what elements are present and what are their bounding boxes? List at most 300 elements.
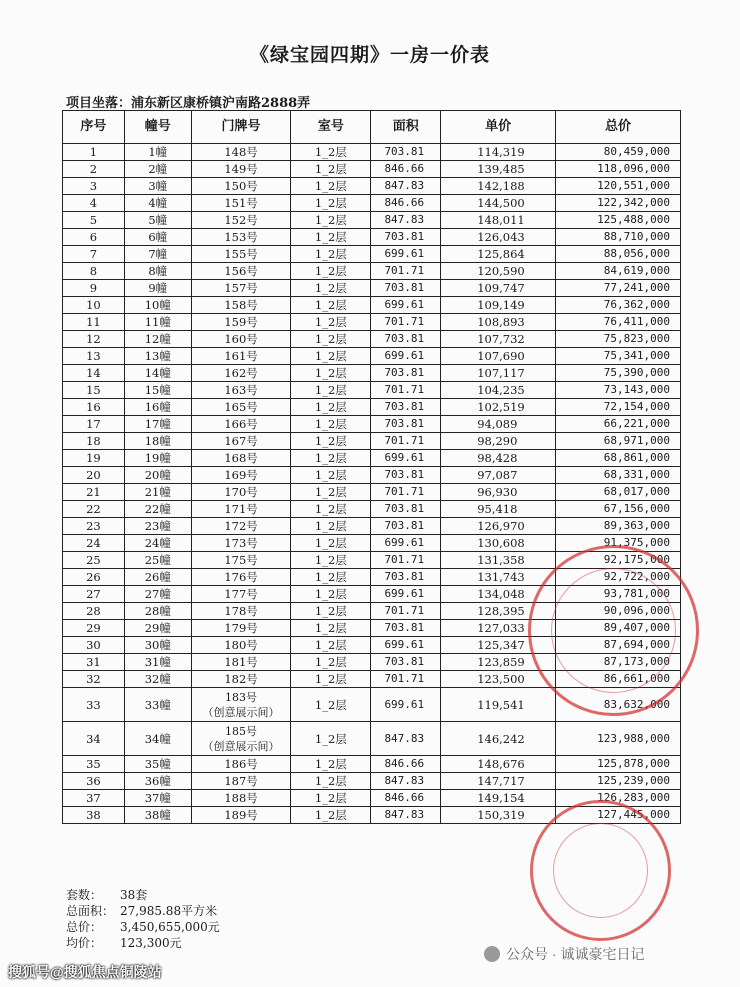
table-row bbox=[63, 246, 681, 263]
cell-building: 10幢 bbox=[124, 297, 191, 314]
cell-room: 1_2层 bbox=[291, 246, 371, 263]
cell-door-number: 155号 bbox=[191, 246, 291, 263]
cell-total-price: 76,411,000 bbox=[556, 314, 681, 331]
cell-room: 1_2层 bbox=[291, 297, 371, 314]
cell-building: 23幢 bbox=[124, 518, 191, 535]
cell-room: 1_2层 bbox=[291, 671, 371, 688]
cell-building: 3幢 bbox=[124, 178, 191, 195]
cell-area: 699.61 bbox=[371, 450, 441, 467]
cell-unit-price: 131,358 bbox=[441, 552, 556, 569]
cell-unit-price: 109,747 bbox=[441, 280, 556, 297]
cell-room: 1_2层 bbox=[291, 569, 371, 586]
cell-door-number bbox=[191, 688, 291, 722]
project-location: 项目坐落：浦东新区康桥镇沪南路2888弄 bbox=[66, 96, 311, 111]
cell-total-price: 84,619,000 bbox=[556, 263, 681, 280]
cell-room: 1_2层 bbox=[291, 450, 371, 467]
cell-building: 9幢 bbox=[124, 280, 191, 297]
cell-total-price: 75,341,000 bbox=[556, 348, 681, 365]
table-row bbox=[63, 450, 681, 467]
cell-unit-price: 123,500 bbox=[441, 671, 556, 688]
door-note: （创意展示间） bbox=[202, 705, 280, 719]
cell-area: 847.83 bbox=[371, 807, 441, 824]
cell-room: 1_2层 bbox=[291, 518, 371, 535]
cell-door-number: 159号 bbox=[191, 314, 291, 331]
cell-door-number: 171号 bbox=[191, 501, 291, 518]
cell-door-number: 182号 bbox=[191, 671, 291, 688]
cell-room: 1_2层 bbox=[291, 314, 371, 331]
cell-index: 2 bbox=[63, 161, 125, 178]
table-row bbox=[63, 467, 681, 484]
cell-area: 699.61 bbox=[371, 297, 441, 314]
cell-area: 703.81 bbox=[371, 416, 441, 433]
cell-total-price: 83,632,000 bbox=[556, 688, 681, 722]
cell-door-number: 189号 bbox=[191, 807, 291, 824]
cell-area: 703.81 bbox=[371, 229, 441, 246]
cell-index: 17 bbox=[63, 416, 125, 433]
cell-total-price: 126,283,000 bbox=[556, 790, 681, 807]
summary-total: 总价： 3,450,655,000元 bbox=[66, 920, 220, 934]
cell-total-price: 67,156,000 bbox=[556, 501, 681, 518]
document-title: 《绿宝园四期》一房一价表 bbox=[249, 44, 490, 66]
cell-total-price: 76,362,000 bbox=[556, 297, 681, 314]
cell-room: 1_2层 bbox=[291, 637, 371, 654]
cell-index: 24 bbox=[63, 535, 125, 552]
cell-index: 30 bbox=[63, 637, 125, 654]
cell-room: 1_2层 bbox=[291, 535, 371, 552]
cell-door-number: 152号 bbox=[191, 212, 291, 229]
cell-total-price: 72,154,000 bbox=[556, 399, 681, 416]
cell-total-price: 125,878,000 bbox=[556, 756, 681, 773]
cell-unit-price: 128,395 bbox=[441, 603, 556, 620]
cell-room: 1_2层 bbox=[291, 178, 371, 195]
cell-unit-price: 130,608 bbox=[441, 535, 556, 552]
cell-total-price: 66,221,000 bbox=[556, 416, 681, 433]
cell-area: 846.66 bbox=[371, 790, 441, 807]
cell-area: 703.81 bbox=[371, 365, 441, 382]
table-row bbox=[63, 365, 681, 382]
cell-area: 703.81 bbox=[371, 501, 441, 518]
cell-total-price: 118,096,000 bbox=[556, 161, 681, 178]
cell-building: 24幢 bbox=[124, 535, 191, 552]
cell-building: 13幢 bbox=[124, 348, 191, 365]
cell-building: 14幢 bbox=[124, 365, 191, 382]
table-row bbox=[63, 484, 681, 501]
cell-door-number: 148号 bbox=[191, 144, 291, 161]
cell-area: 699.61 bbox=[371, 637, 441, 654]
cell-total-price: 88,710,000 bbox=[556, 229, 681, 246]
cell-unit-price: 104,235 bbox=[441, 382, 556, 399]
cell-total-price: 120,551,000 bbox=[556, 178, 681, 195]
cell-index: 27 bbox=[63, 586, 125, 603]
cell-unit-price: 108,893 bbox=[441, 314, 556, 331]
cell-total-price: 125,239,000 bbox=[556, 773, 681, 790]
cell-unit-price: 97,087 bbox=[441, 467, 556, 484]
cell-area: 701.71 bbox=[371, 671, 441, 688]
cell-area: 701.71 bbox=[371, 433, 441, 450]
cell-index: 16 bbox=[63, 399, 125, 416]
cell-room: 1_2层 bbox=[291, 331, 371, 348]
cell-building: 26幢 bbox=[124, 569, 191, 586]
cell-unit-price: 148,011 bbox=[441, 212, 556, 229]
cell-building: 25幢 bbox=[124, 552, 191, 569]
cell-unit-price: 126,043 bbox=[441, 229, 556, 246]
cell-building: 36幢 bbox=[124, 773, 191, 790]
cell-unit-price: 144,500 bbox=[441, 195, 556, 212]
table-row bbox=[63, 382, 681, 399]
cell-room: 1_2层 bbox=[291, 654, 371, 671]
cell-total-price: 92,175,000 bbox=[556, 552, 681, 569]
cell-room: 1_2层 bbox=[291, 807, 371, 824]
cell-unit-price: 119,541 bbox=[441, 688, 556, 722]
column-header: 幢号 bbox=[124, 111, 191, 144]
cell-building: 17幢 bbox=[124, 416, 191, 433]
table-row bbox=[63, 161, 681, 178]
cell-building: 6幢 bbox=[124, 229, 191, 246]
column-header: 序号 bbox=[63, 111, 125, 144]
cell-room: 1_2层 bbox=[291, 552, 371, 569]
cell-unit-price: 149,154 bbox=[441, 790, 556, 807]
cell-area: 846.66 bbox=[371, 756, 441, 773]
column-header: 门牌号 bbox=[191, 111, 291, 144]
door-note: （创意展示间） bbox=[202, 739, 280, 753]
cell-index: 6 bbox=[63, 229, 125, 246]
cell-index: 13 bbox=[63, 348, 125, 365]
table-row bbox=[63, 280, 681, 297]
cell-index: 9 bbox=[63, 280, 125, 297]
cell-area: 701.71 bbox=[371, 314, 441, 331]
cell-index: 20 bbox=[63, 467, 125, 484]
cell-building: 30幢 bbox=[124, 637, 191, 654]
cell-total-price: 127,445,000 bbox=[556, 807, 681, 824]
cell-unit-price: 126,970 bbox=[441, 518, 556, 535]
cell-room: 1_2层 bbox=[291, 433, 371, 450]
cell-room: 1_2层 bbox=[291, 382, 371, 399]
cell-unit-price: 94,089 bbox=[441, 416, 556, 433]
cell-door-number: 178号 bbox=[191, 603, 291, 620]
cell-door-number: 180号 bbox=[191, 637, 291, 654]
cell-unit-price: 98,428 bbox=[441, 450, 556, 467]
cell-door-number: 168号 bbox=[191, 450, 291, 467]
cell-room: 1_2层 bbox=[291, 467, 371, 484]
cell-unit-price: 98,290 bbox=[441, 433, 556, 450]
cell-room: 1_2层 bbox=[291, 773, 371, 790]
cell-index: 28 bbox=[63, 603, 125, 620]
cell-index: 21 bbox=[63, 484, 125, 501]
cell-building: 5幢 bbox=[124, 212, 191, 229]
cell-index: 29 bbox=[63, 620, 125, 637]
door-number: 183号 bbox=[225, 690, 258, 704]
cell-total-price: 87,694,000 bbox=[556, 637, 681, 654]
cell-area: 701.71 bbox=[371, 603, 441, 620]
cell-unit-price: 107,690 bbox=[441, 348, 556, 365]
cell-door-number: 149号 bbox=[191, 161, 291, 178]
cell-unit-price: 127,033 bbox=[441, 620, 556, 637]
cell-area: 701.71 bbox=[371, 552, 441, 569]
cell-total-price: 89,407,000 bbox=[556, 620, 681, 637]
cell-building: 22幢 bbox=[124, 501, 191, 518]
cell-index: 8 bbox=[63, 263, 125, 280]
cell-door-number: 165号 bbox=[191, 399, 291, 416]
table-row bbox=[63, 263, 681, 280]
cell-building: 4幢 bbox=[124, 195, 191, 212]
cell-room: 1_2层 bbox=[291, 229, 371, 246]
cell-index: 32 bbox=[63, 671, 125, 688]
cell-unit-price: 139,485 bbox=[441, 161, 556, 178]
cell-room: 1_2层 bbox=[291, 348, 371, 365]
table-row bbox=[63, 331, 681, 348]
cell-unit-price: 150,319 bbox=[441, 807, 556, 824]
cell-unit-price: 102,519 bbox=[441, 399, 556, 416]
column-header: 室号 bbox=[291, 111, 371, 144]
cell-door-number: 156号 bbox=[191, 263, 291, 280]
table-body bbox=[63, 144, 681, 824]
cell-room: 1_2层 bbox=[291, 416, 371, 433]
cell-door-number: 167号 bbox=[191, 433, 291, 450]
cell-room: 1_2层 bbox=[291, 790, 371, 807]
cell-index: 37 bbox=[63, 790, 125, 807]
cell-building: 8幢 bbox=[124, 263, 191, 280]
cell-unit-price: 148,676 bbox=[441, 756, 556, 773]
cell-unit-price: 114,319 bbox=[441, 144, 556, 161]
cell-room: 1_2层 bbox=[291, 586, 371, 603]
cell-area: 847.83 bbox=[371, 212, 441, 229]
table-row bbox=[63, 518, 681, 535]
cell-building: 35幢 bbox=[124, 756, 191, 773]
cell-room: 1_2层 bbox=[291, 263, 371, 280]
cell-building: 11幢 bbox=[124, 314, 191, 331]
cell-building: 16幢 bbox=[124, 399, 191, 416]
price-table bbox=[62, 110, 681, 824]
cell-door-number: 179号 bbox=[191, 620, 291, 637]
cell-total-price: 73,143,000 bbox=[556, 382, 681, 399]
cell-unit-price: 146,242 bbox=[441, 722, 556, 756]
cell-total-price: 86,661,000 bbox=[556, 671, 681, 688]
cell-total-price: 68,331,000 bbox=[556, 467, 681, 484]
cell-index: 14 bbox=[63, 365, 125, 382]
cell-building: 33幢 bbox=[124, 688, 191, 722]
cell-room: 1_2层 bbox=[291, 161, 371, 178]
cell-area: 699.61 bbox=[371, 586, 441, 603]
cell-door-number: 151号 bbox=[191, 195, 291, 212]
cell-area: 847.83 bbox=[371, 178, 441, 195]
cell-index: 19 bbox=[63, 450, 125, 467]
cell-total-price: 92,722,000 bbox=[556, 569, 681, 586]
cell-area: 699.61 bbox=[371, 688, 441, 722]
cell-total-price: 75,390,000 bbox=[556, 365, 681, 382]
cell-building: 15幢 bbox=[124, 382, 191, 399]
table-row bbox=[63, 314, 681, 331]
cell-door-number: 177号 bbox=[191, 586, 291, 603]
summary-count: 套数： 38套 bbox=[66, 888, 148, 902]
cell-index: 26 bbox=[63, 569, 125, 586]
summary-area: 总面积： 27,985.88平方米 bbox=[66, 904, 218, 918]
cell-room: 1_2层 bbox=[291, 144, 371, 161]
table-row bbox=[63, 297, 681, 314]
cell-index: 34 bbox=[63, 722, 125, 756]
cell-door-number: 173号 bbox=[191, 535, 291, 552]
cell-room: 1_2层 bbox=[291, 399, 371, 416]
cell-door-number: 153号 bbox=[191, 229, 291, 246]
cell-room: 1_2层 bbox=[291, 501, 371, 518]
cell-total-price: 125,488,000 bbox=[556, 212, 681, 229]
cell-index: 33 bbox=[63, 688, 125, 722]
cell-total-price: 68,017,000 bbox=[556, 484, 681, 501]
table-row bbox=[63, 501, 681, 518]
cell-unit-price: 109,149 bbox=[441, 297, 556, 314]
cell-door-number: 188号 bbox=[191, 790, 291, 807]
cell-index: 7 bbox=[63, 246, 125, 263]
cell-area: 703.81 bbox=[371, 518, 441, 535]
cell-unit-price: 107,732 bbox=[441, 331, 556, 348]
wechat-watermark: 公众号 · 诚诚豪宅日记 bbox=[484, 944, 644, 964]
cell-door-number: 161号 bbox=[191, 348, 291, 365]
cell-building: 31幢 bbox=[124, 654, 191, 671]
cell-door-number bbox=[191, 722, 291, 756]
cell-index: 35 bbox=[63, 756, 125, 773]
cell-index: 36 bbox=[63, 773, 125, 790]
table-row bbox=[63, 178, 681, 195]
cell-total-price: 68,971,000 bbox=[556, 433, 681, 450]
table-row bbox=[63, 348, 681, 365]
cell-index: 23 bbox=[63, 518, 125, 535]
cell-unit-price: 120,590 bbox=[441, 263, 556, 280]
cell-door-number: 157号 bbox=[191, 280, 291, 297]
column-header: 面积 bbox=[371, 111, 441, 144]
table-row bbox=[63, 433, 681, 450]
cell-building: 29幢 bbox=[124, 620, 191, 637]
cell-door-number: 186号 bbox=[191, 756, 291, 773]
cell-total-price: 91,375,000 bbox=[556, 535, 681, 552]
cell-building: 28幢 bbox=[124, 603, 191, 620]
summary-average: 均价： 123,300元 bbox=[66, 936, 182, 950]
cell-index: 18 bbox=[63, 433, 125, 450]
cell-unit-price: 123,859 bbox=[441, 654, 556, 671]
cell-building: 32幢 bbox=[124, 671, 191, 688]
cell-area: 703.81 bbox=[371, 144, 441, 161]
cell-area: 847.83 bbox=[371, 773, 441, 790]
cell-building: 37幢 bbox=[124, 790, 191, 807]
cell-door-number: 163号 bbox=[191, 382, 291, 399]
cell-room: 1_2层 bbox=[291, 688, 371, 722]
cell-total-price: 87,173,000 bbox=[556, 654, 681, 671]
cell-door-number: 166号 bbox=[191, 416, 291, 433]
company-seal bbox=[528, 545, 699, 716]
cell-door-number: 172号 bbox=[191, 518, 291, 535]
cell-door-number: 158号 bbox=[191, 297, 291, 314]
company-seal-bottom bbox=[530, 800, 671, 941]
cell-total-price: 77,241,000 bbox=[556, 280, 681, 297]
column-header: 单价 bbox=[441, 111, 556, 144]
cell-room: 1_2层 bbox=[291, 212, 371, 229]
cell-unit-price: 107,117 bbox=[441, 365, 556, 382]
cell-area: 703.81 bbox=[371, 620, 441, 637]
cell-area: 701.71 bbox=[371, 263, 441, 280]
table-row bbox=[63, 722, 681, 756]
cell-room: 1_2层 bbox=[291, 722, 371, 756]
cell-area: 699.61 bbox=[371, 535, 441, 552]
cell-building: 1幢 bbox=[124, 144, 191, 161]
cell-area: 703.81 bbox=[371, 280, 441, 297]
column-header: 总价 bbox=[556, 111, 681, 144]
cell-total-price: 122,342,000 bbox=[556, 195, 681, 212]
cell-room: 1_2层 bbox=[291, 365, 371, 382]
cell-building: 2幢 bbox=[124, 161, 191, 178]
cell-index: 1 bbox=[63, 144, 125, 161]
cell-building: 19幢 bbox=[124, 450, 191, 467]
cell-index: 31 bbox=[63, 654, 125, 671]
cell-unit-price: 95,418 bbox=[441, 501, 556, 518]
cell-index: 10 bbox=[63, 297, 125, 314]
cell-building: 18幢 bbox=[124, 433, 191, 450]
table-row bbox=[63, 212, 681, 229]
cell-door-number: 187号 bbox=[191, 773, 291, 790]
door-number: 185号 bbox=[225, 724, 258, 738]
cell-building: 34幢 bbox=[124, 722, 191, 756]
cell-area: 699.61 bbox=[371, 246, 441, 263]
table-row bbox=[63, 195, 681, 212]
cell-area: 703.81 bbox=[371, 331, 441, 348]
cell-area: 703.81 bbox=[371, 399, 441, 416]
source-watermark: 搜狐号@搜狐焦点铜陵站 bbox=[8, 964, 162, 980]
cell-unit-price: 134,048 bbox=[441, 586, 556, 603]
table-row bbox=[63, 399, 681, 416]
cell-building: 12幢 bbox=[124, 331, 191, 348]
cell-index: 22 bbox=[63, 501, 125, 518]
cell-total-price: 93,781,000 bbox=[556, 586, 681, 603]
cell-door-number: 170号 bbox=[191, 484, 291, 501]
cell-door-number: 169号 bbox=[191, 467, 291, 484]
cell-index: 4 bbox=[63, 195, 125, 212]
cell-area: 847.83 bbox=[371, 722, 441, 756]
cell-total-price: 90,096,000 bbox=[556, 603, 681, 620]
cell-room: 1_2层 bbox=[291, 484, 371, 501]
cell-unit-price: 147,717 bbox=[441, 773, 556, 790]
cell-area: 701.71 bbox=[371, 484, 441, 501]
cell-total-price: 80,459,000 bbox=[556, 144, 681, 161]
wechat-icon bbox=[484, 946, 500, 962]
cell-area: 703.81 bbox=[371, 569, 441, 586]
cell-unit-price: 125,347 bbox=[441, 637, 556, 654]
cell-building: 27幢 bbox=[124, 586, 191, 603]
cell-door-number: 160号 bbox=[191, 331, 291, 348]
cell-room: 1_2层 bbox=[291, 195, 371, 212]
cell-total-price: 68,861,000 bbox=[556, 450, 681, 467]
cell-total-price: 123,988,000 bbox=[556, 722, 681, 756]
cell-index: 15 bbox=[63, 382, 125, 399]
cell-building: 21幢 bbox=[124, 484, 191, 501]
cell-area: 846.66 bbox=[371, 161, 441, 178]
cell-door-number: 176号 bbox=[191, 569, 291, 586]
summary-block bbox=[66, 887, 220, 951]
cell-index: 3 bbox=[63, 178, 125, 195]
cell-door-number: 175号 bbox=[191, 552, 291, 569]
cell-unit-price: 125,864 bbox=[441, 246, 556, 263]
cell-area: 703.81 bbox=[371, 467, 441, 484]
cell-area: 703.81 bbox=[371, 654, 441, 671]
cell-room: 1_2层 bbox=[291, 756, 371, 773]
table-row bbox=[63, 773, 681, 790]
table-row bbox=[63, 144, 681, 161]
cell-building: 7幢 bbox=[124, 246, 191, 263]
table-row bbox=[63, 229, 681, 246]
cell-room: 1_2层 bbox=[291, 280, 371, 297]
cell-room: 1_2层 bbox=[291, 603, 371, 620]
cell-index: 5 bbox=[63, 212, 125, 229]
cell-unit-price: 131,743 bbox=[441, 569, 556, 586]
table-row bbox=[63, 756, 681, 773]
cell-area: 701.71 bbox=[371, 382, 441, 399]
cell-area: 699.61 bbox=[371, 348, 441, 365]
